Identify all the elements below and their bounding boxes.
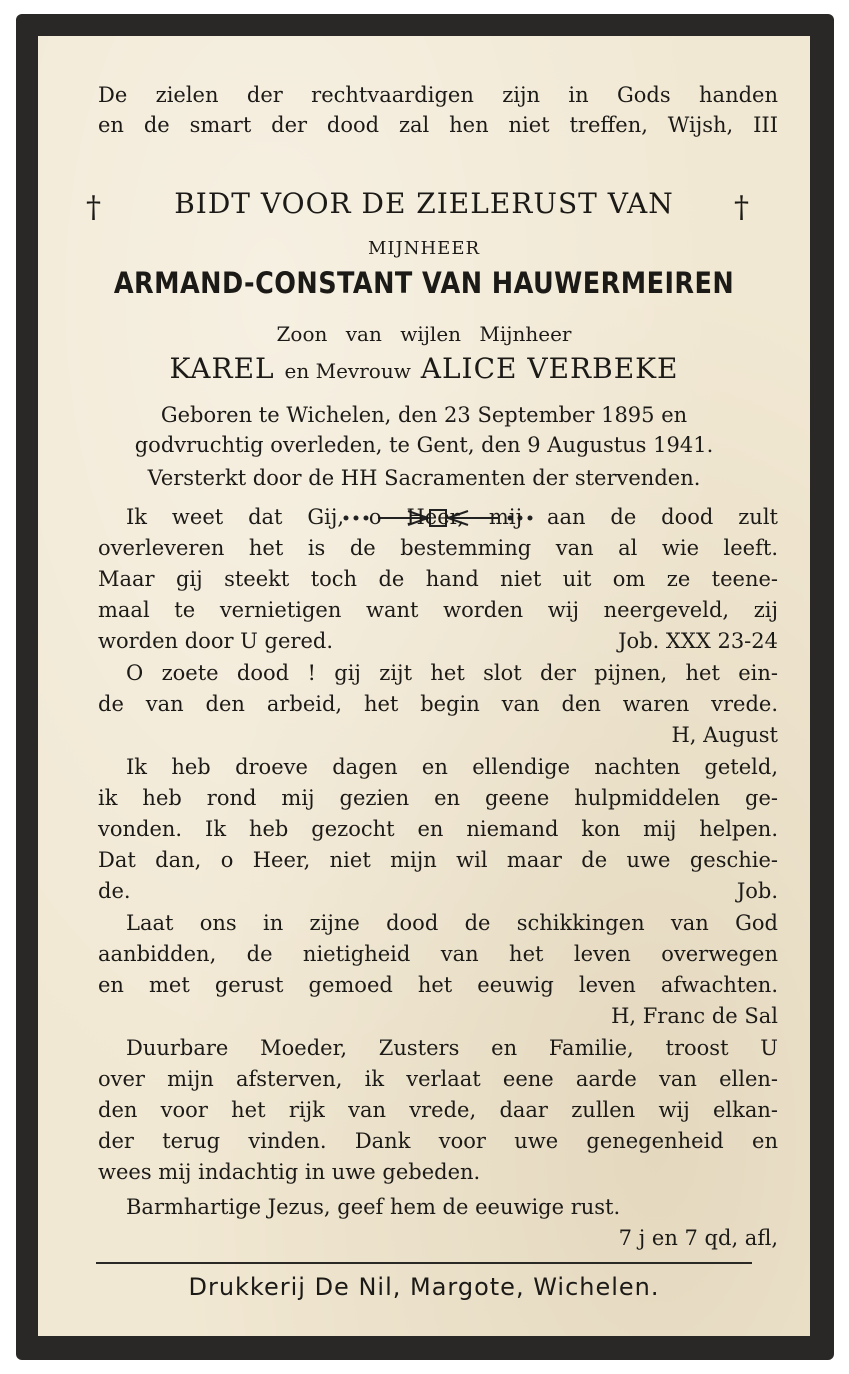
indulgence: 7 j en 7 qd, afl, (618, 1226, 778, 1250)
text-line: Maar gij steekt toch de hand niet uit om ze teene- (98, 567, 778, 591)
text-line: Ik weet dat Gij, o Heer, mij aan de dood zult (126, 505, 778, 529)
prayer: Barmhartige Jezus, geef hem de eeuwige rust. (126, 1195, 621, 1219)
source-job: Job. XXX 23-24 (618, 629, 778, 653)
son-of: Zoon van wijlen Mijnheer (276, 322, 572, 346)
card-paper (38, 36, 810, 1336)
text-line: Duurbare Moeder, Zusters en Familie, troost U (126, 1036, 778, 1060)
text-line: maal te vernietigen want worden wij neergeveld, zij (98, 598, 778, 622)
text-line: Ik heb droeve dagen en ellendige nachten geteld, (126, 755, 778, 779)
text-line: ik heb rond mij gezien en geene hulpmiddelen ge- (98, 786, 778, 810)
source-job-2: Job. (736, 879, 778, 903)
sacraments-line: Versterkt door de HH Sacramenten der stervenden. (147, 466, 701, 490)
text-line: wees mij indachtig in uwe gebeden. (98, 1160, 481, 1184)
cross-right-icon: † (734, 190, 749, 225)
parents-connector: en Mevrouw (284, 359, 411, 383)
text-line: den voor het rijk van vrede, daar zullen wij elkan- (98, 1098, 778, 1122)
death-line: godvruchtig overleden, te Gent, den 9 Augustus 1941. (134, 433, 714, 457)
text-line: over mijn afsterven, ik verlaat eene aarde van ellen- (98, 1067, 778, 1091)
birth-line: Geboren te Wichelen, den 23 September 1895 en (160, 403, 688, 427)
text-line: de. (98, 879, 131, 903)
source-august: H, August (671, 723, 778, 747)
text-line: Laat ons in zijne dood de schikkingen van God (126, 911, 778, 935)
source-franc: H, Franc de Sal (611, 1004, 778, 1028)
epigraph-line-1: De zielen der rechtvaardigen zijn in Gods handen (98, 83, 778, 107)
text-line: en met gerust gemoed het eeuwig leven afwachten. (98, 973, 778, 997)
epigraph (98, 82, 778, 138)
text-line: Dat dan, o Heer, niet mijn wil maar de uwe geschie- (98, 848, 778, 872)
parents (38, 352, 810, 385)
text-line: de van den arbeid, het begin van den waren vrede. (98, 692, 778, 716)
honorific: MIJNHEER (367, 238, 481, 259)
epigraph-line-2: en de smart der dood zal hen niet treffen, Wijsh, III (98, 113, 778, 137)
title: BIDT VOOR DE ZIELERUST VAN (174, 187, 674, 220)
text-line: aanbidden, de nietigheid van het leven overwegen (98, 942, 778, 966)
text-line: vonden. Ik heb gezocht en niemand kon mij helpen. (98, 817, 778, 841)
deceased-name: ARMAND-CONSTANT VAN HAUWERMEIREN (113, 266, 735, 300)
divider-rule (96, 1262, 752, 1264)
text-line: der terug vinden. Dank voor uwe genegenheid en (98, 1129, 778, 1153)
text-line: overleveren het is de bestemming van al wie leeft. (98, 536, 778, 560)
father-name: KAREL (169, 352, 275, 385)
mother-name: ALICE VERBEKE (420, 352, 679, 385)
text-line: worden door U gered. (98, 629, 333, 653)
text-line: O zoete dood ! gij zijt het slot der pijnen, het ein- (126, 661, 778, 685)
printer: Drukkerij De Nil, Margote, Wichelen. (188, 1273, 660, 1301)
cross-left-icon: † (86, 190, 101, 225)
